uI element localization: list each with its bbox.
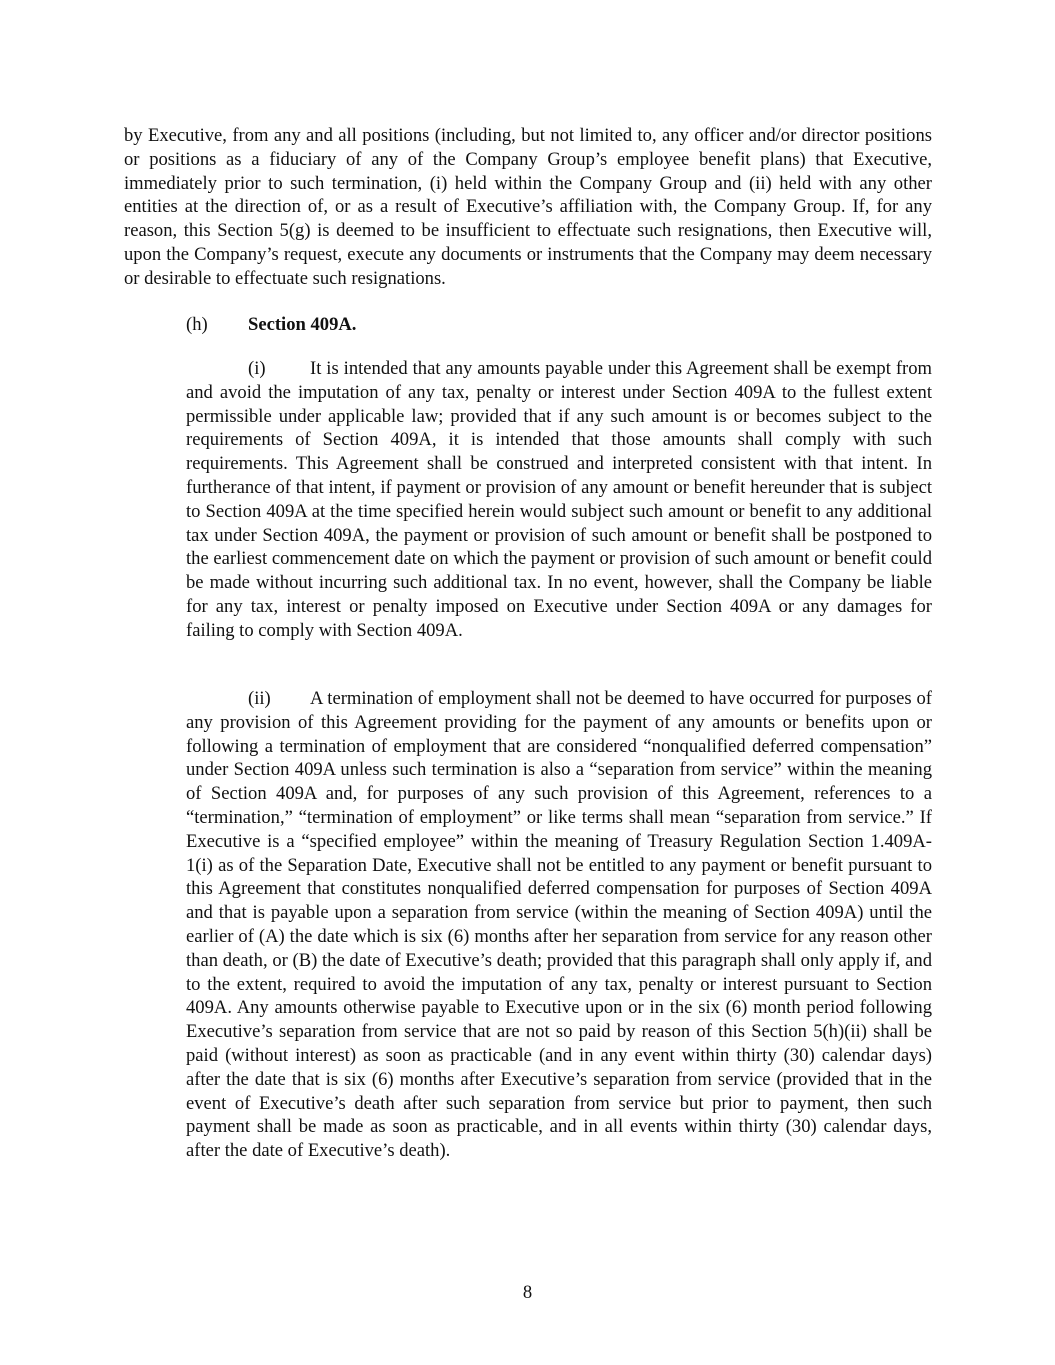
section-label: (h) bbox=[186, 314, 208, 335]
section-title: Section 409A. bbox=[248, 314, 357, 335]
subsection-ii bbox=[186, 687, 932, 1163]
section-heading-h bbox=[186, 313, 356, 337]
subsection-i bbox=[186, 357, 932, 643]
paragraph-resignations: by Executive, from any and all positions (including, but not limited to, any officer and/or director positions or positions as a fiduciary of any of the Company Group’s employee benefit plans) that Executive, immediately prior to such termination, (i) held within the Company Group and (ii) held with any other entities at the direction of, or as a result of Executive’s affiliation with, the Company Group. If, for any reason, this Section 5(g) is deemed to be insufficient to effectuate such resignations, then Executive will, upon the Company’s request, execute any documents or instruments that the Company may deem necessary or desirable to effectuate such resignations. bbox=[124, 125, 932, 289]
subsection-ii-text: A termination of employment shall not be deemed to have occurred for purposes of any provision of this Agreement providing for the payment of any amounts or benefits upon or following a termination of employment that are considered “nonqualified deferred compensation” under Section 409A unless such termination is also a “separation from service” within the meaning of Section 409A and, for purposes of any such provision of this Agreement, references to a “termination,” “termination of employment” or like terms shall mean “separation from service.” If Executive is a “specified employee” within the meaning of Treasury Regulation Section 1.409A-1(i) as of the Separation Date, Executive shall not be entitled to any payment or benefit pursuant to this Agreement that constitutes nonqualified deferred compensation for purposes of Section 409A and that is payable upon a separation from service (within the meaning of Section 409A) until the earlier of (A) the date which is six (6) months after her separation from service for any reason other than death, or (B) the date of Executive’s death; provided that this paragraph shall only apply if, and to the extent, required to avoid the imputation of any tax, penalty or interest pursuant to Section 409A. Any amounts otherwise payable to Executive upon or in the six (6) month period following Executive’s separation from service that are not so paid by reason of this Section 5(h)(ii) shall be paid (without interest) as soon as practicable (and in any event within thirty (30) calendar days) after the date that is six (6) months after Executive’s separation from service (provided that in the event of Executive’s death after such separation from service but prior to payment, then such payment shall be made as soon as practicable, and in all events within thirty (30) calendar days, after the date of Executive’s death). bbox=[186, 688, 932, 1162]
subsection-i-text: It is intended that any amounts payable under this Agreement shall be exempt from and avoid the imputation of any tax, penalty or interest under Section 409A to the fullest extent permissible under applicable law; provided that if any such amount is or becomes subject to the requirements of Section 409A, it is intended that those amounts shall comply with such requirements. This Agreement shall be construed and interpreted consistent with that intent. In furtherance of that intent, if payment or provision of any amount or benefit hereunder that is subject to Section 409A at the time specified herein would subject such amount or benefit to any additional tax under Section 409A, the payment or provision of such amount or benefit shall be postponed to the earliest commencement date on which the payment or provision of such amount or benefit could be made without incurring such additional tax. In no event, however, shall the Company be liable for any tax, interest or penalty imposed on Executive under Section 409A or any damages for failing to comply with Section 409A. bbox=[186, 358, 932, 641]
subsection-ii-label: (ii) bbox=[248, 688, 271, 709]
subsection-i-label: (i) bbox=[248, 358, 266, 379]
page-number: 8 bbox=[522, 1282, 533, 1303]
